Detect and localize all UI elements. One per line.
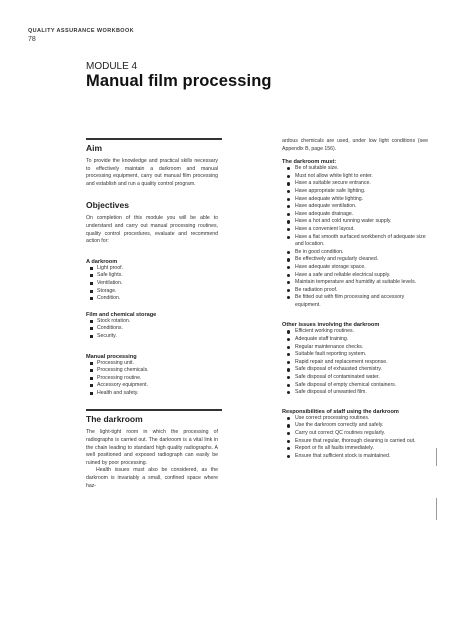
list-item: Accessory equipment. [86,382,218,390]
list-item: Storage. [86,288,218,296]
list-item: Processing chemicals. [86,367,218,375]
list-item: Efficient working routines. [282,328,428,336]
list-item: Have a suitable secure entrance. [282,180,428,188]
group-heading-storage: Film and chemical storage [86,311,157,318]
list-item: Have adequate white lighting. [282,196,428,204]
storage-objective-list [86,318,218,341]
module-label: MODULE 4 [86,61,138,72]
list-item: Be fitted out with film processing and accessory equipment. [282,294,428,309]
other-issues-heading: Other issues involving the darkroom [282,322,380,329]
objectives-heading: Objectives [86,200,129,211]
list-item: Safe lights. [86,272,218,280]
list-item: Adequate staff training. [282,336,428,344]
list-item: Report or fix all faults immediately. [282,445,428,453]
responsibilities-list [282,415,428,461]
list-item: Safe disposal of unwanted film. [282,389,428,397]
page-title: Manual film processing [86,72,272,90]
list-item: Ensure that sufficient stock is maintained. [282,453,428,461]
darkroom-objective-list [86,265,218,303]
list-item: Safe disposal of exhausted chemistry. [282,366,428,374]
list-item: Processing unit. [86,360,218,368]
page-number: 78 [28,36,36,43]
list-item: Security. [86,333,218,341]
list-item: Use the darkroom correctly and safely. [282,422,428,430]
list-item: Be in good condition. [282,249,428,257]
right-column [282,138,428,460]
darkroom-must-list [282,165,428,309]
list-item: Have adequate storage space. [282,264,428,272]
objectives-text: On completion of this module you will be able to understand and carry out manual processing routines, quality control procedures, evaluate and recommend action for: [86,215,218,245]
list-item: Have adequate drainage. [282,211,428,219]
list-item: Safe disposal of empty chemical containers. [282,382,428,390]
list-item: Rapid repair and replacement response. [282,359,428,367]
list-item: Stock rotation. [86,318,218,326]
list-item: Suitable fault reporting system. [282,351,428,359]
aim-text: To provide the knowledge and practical skills necessary to effectively maintain a darkroom and manual processing equipment, carry out manual film processing and establish and run a quality control program. [86,158,218,187]
list-item: Ventilation. [86,280,218,288]
group-heading-processing: Manual processing [86,353,137,360]
list-item: Light proof. [86,265,218,273]
list-item: Safe disposal of contaminated water. [282,374,428,382]
darkroom-paragraph-1: The light-tight room in which the processing of radiographs is carried out. The darkroom is a vital link in the chain leading to standard high quality radiographs. A well positioned and exposed radiograph can easily be ruined by poor processing. [86,429,218,466]
darkroom-paragraph-2: Health issues must also be considered, as the darkroom is invariably a small, confined space where haz- [86,467,218,489]
aim-heading: Aim [86,143,103,153]
list-item: Carry out correct QC routines regularly. [282,430,428,438]
list-item: Regular maintenance checks. [282,344,428,352]
group-heading-darkroom: A darkroom [86,258,118,265]
darkroom-heading: The darkroom [86,414,143,425]
processing-objective-list [86,360,218,398]
list-item: Ensure that regular, thorough cleaning is carried out. [282,438,428,446]
list-item: Have a flat smooth surfaced workbench of adequate size and location. [282,234,428,249]
list-item: Be of suitable size. [282,165,428,173]
list-item: Be effectively and regularly cleaned. [282,256,428,264]
list-item: Have adequate ventilation. [282,203,428,211]
running-head: QUALITY ASSURANCE WORKBOOK [28,28,135,34]
list-item: Conditions. [86,325,218,333]
list-item: Have appropriate safe lighting. [282,188,428,196]
darkroom-rule [86,409,222,411]
scan-mark [436,498,437,520]
left-column [86,138,218,490]
list-item: Have a convenient layout. [282,226,428,234]
list-item: Have a safe and reliable electrical supply. [282,272,428,280]
list-item: Use correct processing routines. [282,415,428,423]
list-item: Condition. [86,295,218,303]
list-item: Maintain temperature and humidity at suitable levels. [282,279,428,287]
continued-paragraph: ardous chemicals are used, under low light conditions (see Appendix B, page 156). [282,138,428,152]
list-item: Have a hot and cold running water supply. [282,218,428,226]
list-item: Processing routine. [86,375,218,383]
list-item: Be radiation proof. [282,287,428,295]
aim-rule [86,138,222,140]
scan-mark [436,448,437,466]
must-heading: The darkroom must: [282,159,337,166]
list-item: Must not allow white light to enter. [282,173,428,181]
responsibilities-heading: Responsibilities of staff using the darkroom [282,408,399,415]
other-issues-list [282,328,428,396]
list-item: Health and safety. [86,390,218,398]
